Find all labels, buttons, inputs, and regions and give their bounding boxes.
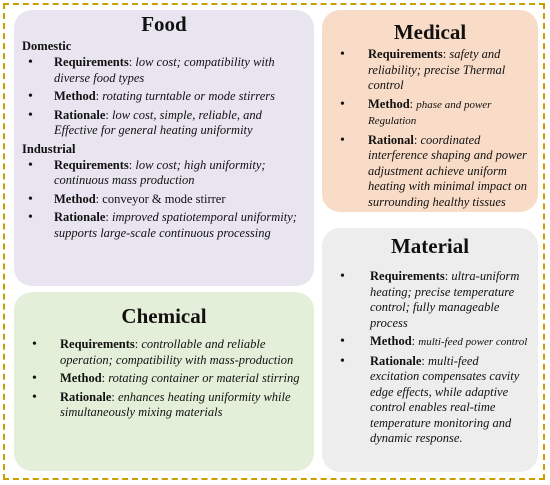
food-industrial-list (54, 158, 304, 242)
list-item: • Requirements: ultra-uniform heating; precise temperature control; fully manageable process (370, 269, 530, 331)
item-label: Method (368, 96, 410, 111)
item-text: rotating container or material stirring (108, 371, 300, 385)
item-text: conveyor & mode stirrer (102, 191, 226, 206)
item-text: improved spatiotemporal uniformity; supports large-scale continuous processing (54, 210, 297, 240)
item-label: Method (60, 371, 102, 385)
item-label: Rationale (60, 389, 112, 404)
item-label: Requirements (60, 337, 135, 351)
material-list (370, 269, 530, 447)
item-text: rotating turntable or mode stirrers (102, 89, 275, 103)
item-text: controllable and reliable operation; compatibility with mass-production (60, 337, 294, 367)
food-domestic-heading: Domestic (22, 39, 72, 53)
item-label: Requirements (368, 47, 443, 61)
item-label: Method (54, 89, 96, 103)
list-item: • Rationale: multi-feed excitation compensates cavity edge effects, while adaptive control enables real-time temperature monitoring and dynamic response. (370, 354, 530, 447)
list-item: • Rationale: enhances heating uniformity while simultaneously mixing materials (60, 390, 304, 421)
item-label: Requirements (54, 157, 129, 172)
food-industrial-heading: Industrial (22, 141, 76, 156)
item-text: coordinated interference shaping and power adjustment achieve uniform heating with minimal impact on surrounding healthy tissues (368, 132, 528, 209)
item-label: Method (54, 191, 96, 206)
list-item: • Requirements: low cost; high uniformity; continuous mass production (54, 158, 304, 189)
chemical-panel (14, 292, 314, 471)
item-text: enhances heating uniformity while simultaneously mixing materials (60, 389, 291, 419)
item-text: low cost; high uniformity; continuous mass production (54, 157, 266, 187)
list-item: • Rational: coordinated interference shaping and power adjustment achieve uniform heating with minimal impact on surrounding healthy tissues (368, 133, 530, 211)
item-text: safety and reliability; precise Thermal control (368, 47, 506, 92)
item-label: Requirements (370, 269, 445, 283)
list-item: • Method: conveyor & mode stirrer (54, 192, 304, 208)
list-item: • Method: phase and power Regulation (368, 97, 530, 130)
item-label: Rationale (54, 210, 106, 224)
item-label: Rationale (54, 107, 106, 122)
food-title: Food (141, 12, 187, 36)
item-text: multi-feed excitation compensates cavity edge effects, while adaptive control enables real-time temperature monitoring and dynamic response. (370, 353, 520, 445)
medical-panel (322, 10, 538, 212)
item-text: ultra-uniform heating; precise temperature control; fully manageable process (370, 269, 520, 330)
list-item: • Requirements: low cost; compatibility with diverse food types (54, 55, 304, 86)
item-text: low cost; compatibility with diverse food types (54, 55, 275, 85)
list-item: • Method: rotating turntable or mode stirrers (54, 89, 304, 105)
list-item: • Requirements: safety and reliability; precise Thermal control (368, 47, 530, 94)
material-title: Material (390, 234, 470, 258)
chemical-title: Chemical (121, 304, 207, 328)
medical-title: Medical (393, 20, 467, 44)
list-item: • Method: multi-feed power control (370, 334, 530, 351)
item-text: low cost, simple, reliable, and Effective for general heating uniformity (54, 107, 262, 137)
food-panel (14, 10, 314, 286)
chemical-list (60, 337, 304, 421)
item-text: multi-feed power control (418, 336, 528, 348)
food-domestic-list (54, 55, 304, 139)
item-label: Rationale (370, 353, 422, 368)
medical-list (368, 47, 530, 210)
item-label: Requirements (54, 55, 129, 69)
list-item: • Rationale: low cost, simple, reliable, and Effective for general heating uniformity (54, 108, 304, 139)
list-item: • Method: rotating container or material stirring (60, 371, 304, 387)
list-item: • Requirements: controllable and reliable operation; compatibility with mass-production (60, 337, 304, 368)
material-panel (322, 228, 538, 472)
item-label: Method (370, 334, 412, 348)
item-label: Rational (368, 132, 414, 147)
item-text: phase and power Regulation (368, 98, 492, 127)
list-item: • Rationale: improved spatiotemporal uniformity; supports large-scale continuous processing (54, 210, 304, 241)
